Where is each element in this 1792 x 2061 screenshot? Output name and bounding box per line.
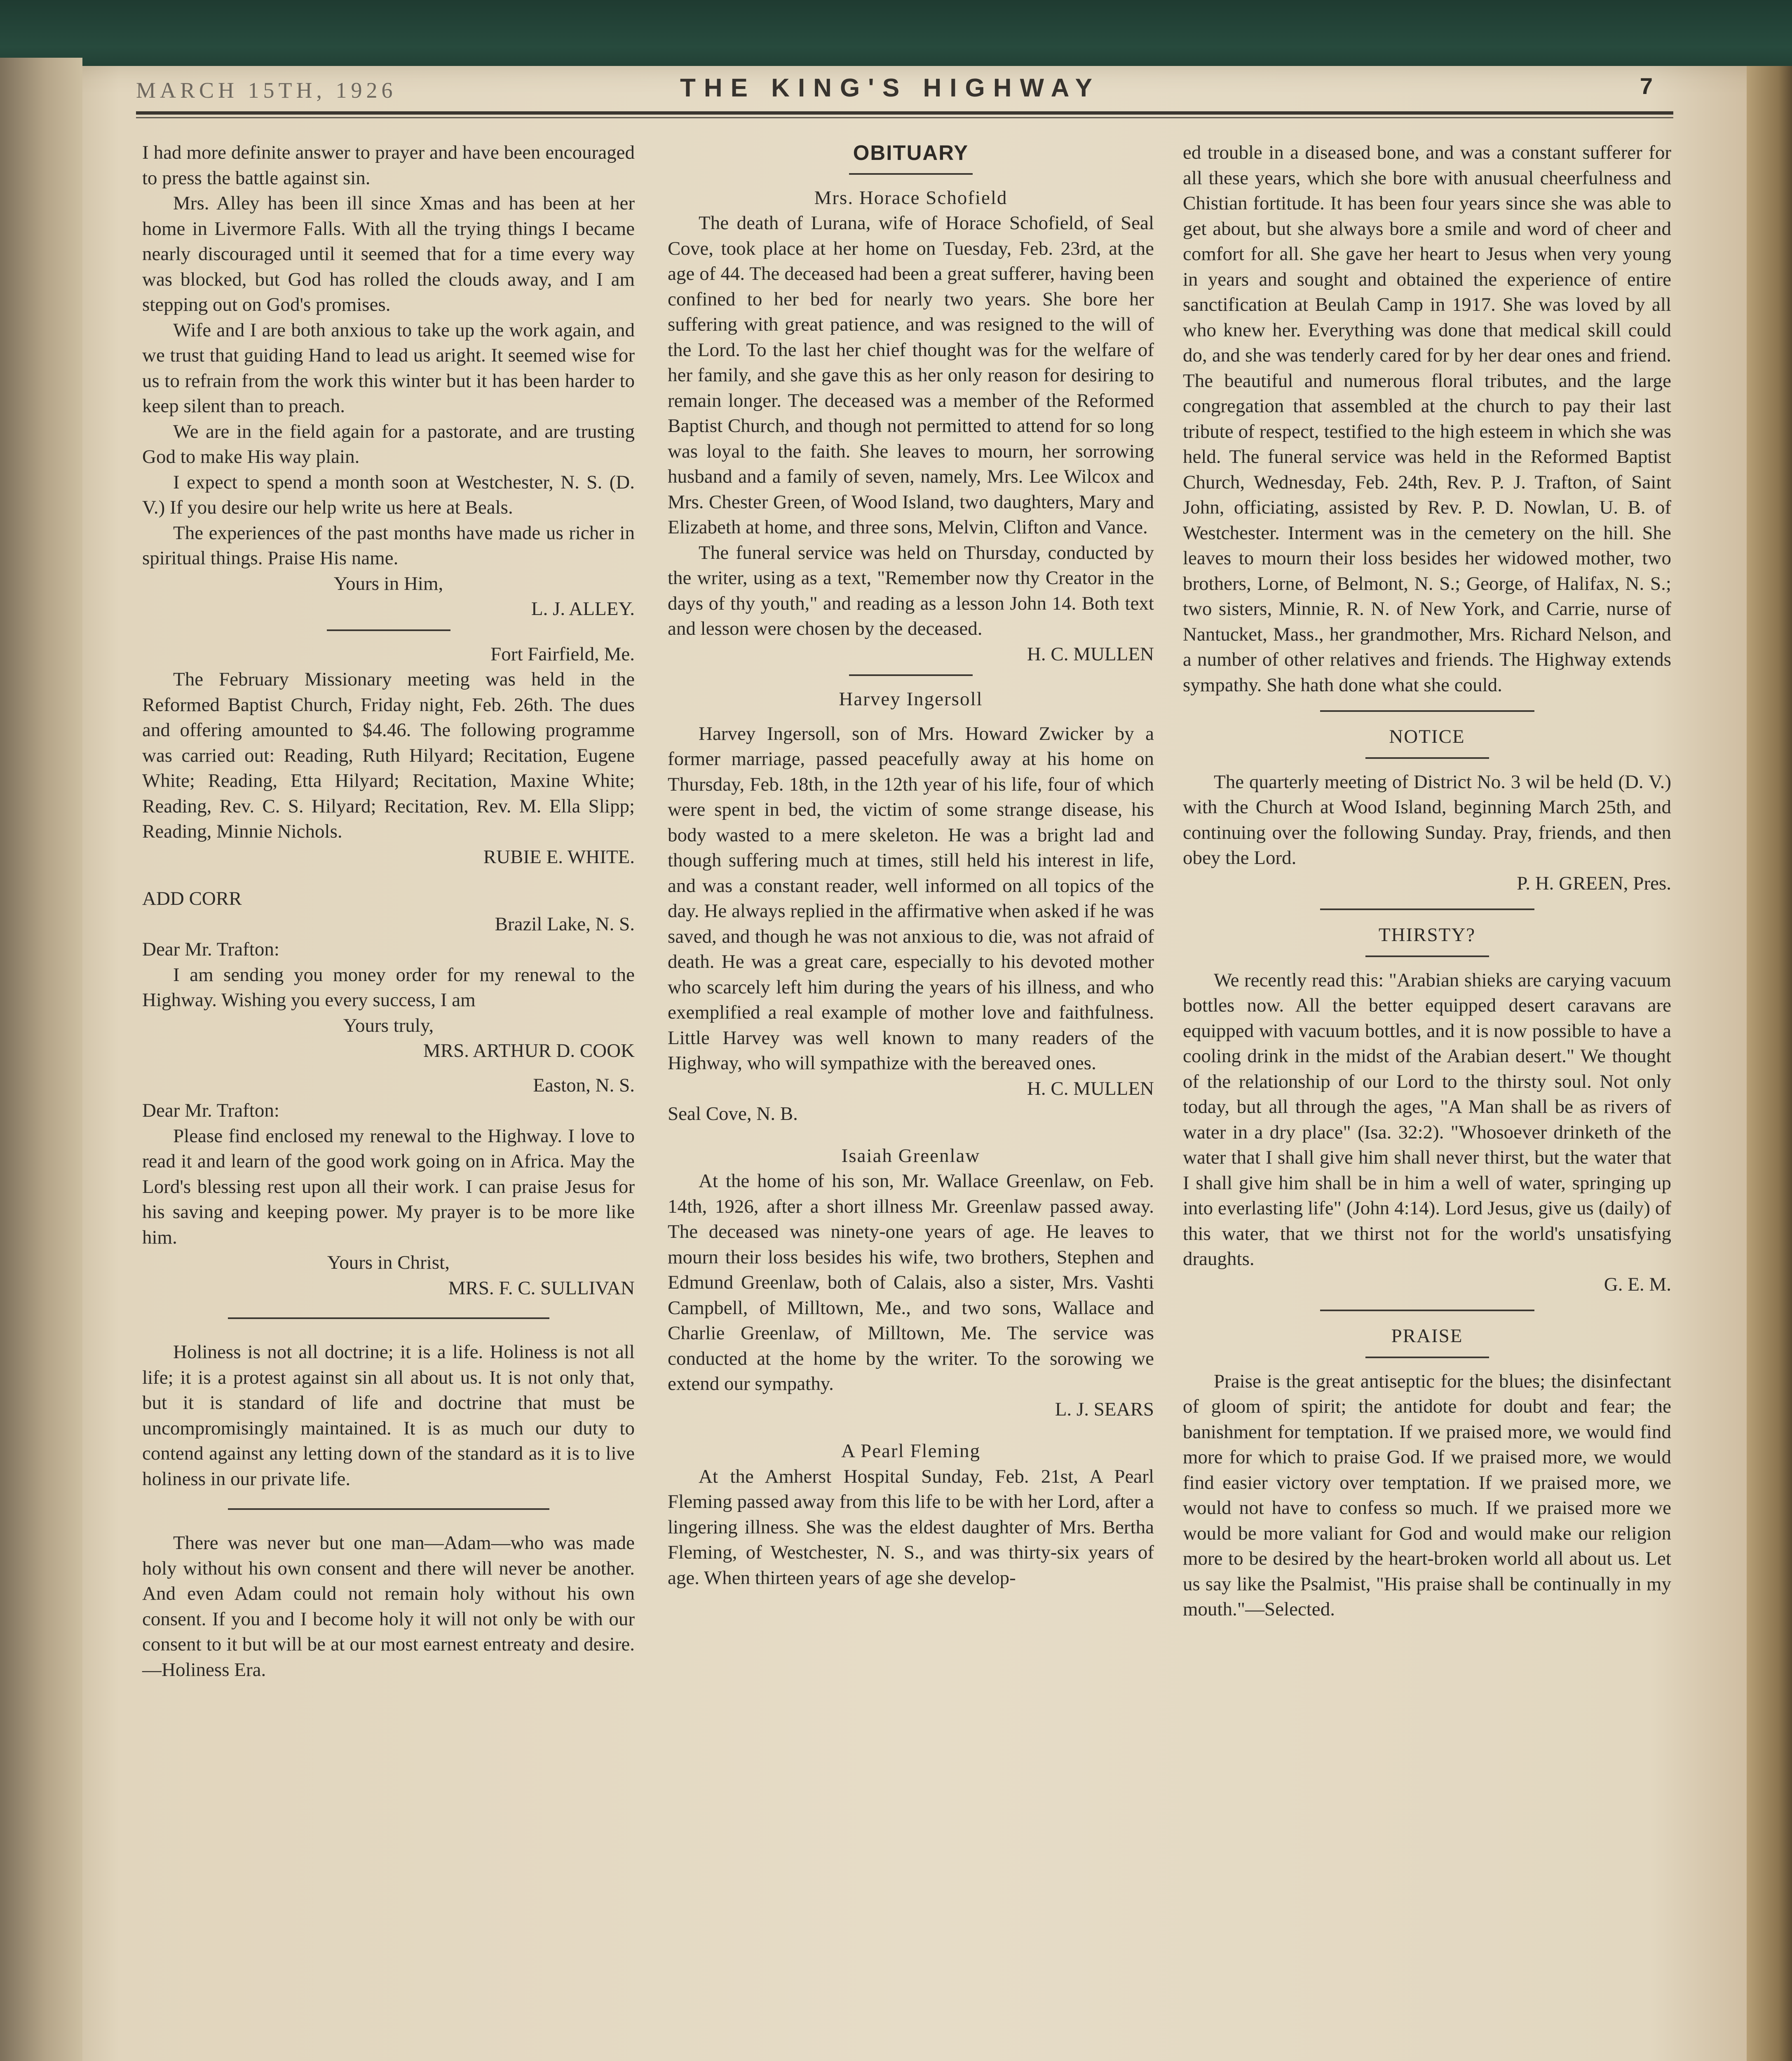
paragraph: I am sending you money order for my renewal to the Highway. Wishing you every success, I am [142,964,635,1011]
obituary-name: Harvey Ingersoll [839,688,983,710]
paragraph: Mrs. Alley has been ill since Xmas and has been at her home in Livermore Falls. With all the trying things I became nearly discouraged until it seemed that for a time every way was blocked, but God has rolled the clouds away, and I am stepping out on God's promises. [142,192,635,315]
paragraph: The death of Lurana, wife of Horace Schofield, of Seal Cove, took place at her home on Tuesday, Feb. 23rd, at the age of 44. The deceased had been a great sufferer, having been confined to her bed for nearly two years. She bore her suffering with great patience, and was resigned to the will of the Lord. To the last her chief thought was for the welfare of her family, and she gave this as her only reason for desiring to remain longer. The deceased was a member of the Reformed Baptist Church, and though not permitted to attend for so long was loyal to the faith. She leaves to mourn, her sorrowing husband and a family of seven, namely, Mrs. Lee Wilcox and Mrs. Chester Green, of Wood Island, two daughters, Mary and Elizabeth at home, and three sons, Melvin, Clifton and Vance. [668,212,1154,538]
paragraph: Holiness is not all doctrine; it is a life. Holiness is not all life; it is a protest against sin all about us. It is not only that, but it is standard of life and doctrine that must be uncompromisingly maintained. It is as much our duty to contend against any letting down of the standard as it is to live holiness in our private life. [142,1341,635,1490]
page-number: 7 [1640,73,1653,99]
divider [1320,710,1534,712]
divider [849,674,973,676]
letter-closing: Yours in Christ, [327,1252,450,1273]
paragraph: Praise is the great antiseptic for the blues; the disinfectant of gloom of spirit; the antidote for doubt and fear; the banishment for temptation. If we praised more, we would find more for which to praise God. If we praised more, we would find easier victory over temptation. If we praised more, we would not have to confess so much. If we praised more we would be more valiant for God and would make our religion more to be desired by the heart-broken world all about us. Let us say like the Psalmist, "His praise shall be continually in my mouth."—Selected. [1183,1370,1671,1620]
dateline: Brazil Lake, N. S. [495,913,635,935]
divider [228,1508,549,1510]
divider [1320,908,1534,910]
section-heading: THIRSTY? [1378,924,1476,946]
divider [1365,757,1489,759]
paragraph: At the Amherst Hospital Sunday, Feb. 21st, A Pearl Fleming passed away from this life to be with her Lord, after a lingering illness. She was the eldest daughter of Mrs. Bertha Fleming, of Westchester, N. S., and was thirty-six years of age. When thirteen years of age she develop- [668,1465,1154,1589]
paragraph: We recently read this: "Arabian shieks are carying vacuum bottles now. All the better equipped desert caravans are equipped with vacuum bottles, and it is now possible to have a cooling drink in the midst of the Arabian desert." We thought of the relationship of our Lord to the thirsty soul. Not only today, but all through the ages, "A Man shall be as rivers of water in a dry place" (Isa. 32:2). "Whosoever drinketh of the water that I shall give him shall never thirst, but the water that I shall give him shall be in him a well of water, springing up into everlasting life" (John 4:14). Lord Jesus, give us (daily) of this water, that we thirst not for the world's unsatisfying draughts. [1183,969,1671,1270]
divider [1365,955,1489,957]
paragraph: Please find enclosed my renewal to the Highway. I love to read it and learn of the good work going on in Africa. May the Lord's blessing rest upon all their work. I can praise Jesus for his saving and keeping power. My prayer is to be more like him. [142,1125,635,1248]
page-edge [1747,66,1792,2061]
dateline: Fort Fairfield, Me. [490,643,635,665]
obituary-name: Mrs. Horace Schofield [814,187,1008,209]
signature: MRS. F. C. SULLIVAN [448,1277,635,1299]
signature: H. C. MULLEN [1027,1077,1154,1099]
masthead-title: THE KING'S HIGHWAY [680,74,1101,102]
letter-closing: Yours truly, [343,1014,434,1036]
divider [849,173,973,175]
paragraph: The February Missionary meeting was held in the Reformed Baptist Church, Friday night, Feb. 26th. The dues and offering amounted to $4.46. The following programme was carried out: Reading, Ruth Hilyard; Recitation, Eugene White; Reading, Etta Hilyard; Recitation, Maxine White; Reading, Rev. C. S. Hilyard; Recitation, Rev. M. Ella Slipp; Reading, Minnie Nichols. [142,669,635,842]
paragraph: Wife and I are both anxious to take up the work again, and we trust that guiding Hand to lead us aright. It seemed wise for us to refrain from the work this winter but it has been harder to keep silent than to preach. [142,319,635,417]
signature: G. E. M. [1604,1273,1671,1295]
signature: RUBIE E. WHITE. [483,846,635,868]
spine-shadow [0,58,82,2061]
paragraph: The quarterly meeting of District No. 3 wil be held (D. V.) with the Church at Wood Island, beginning March 25th, and continuing over the following Sunday. Pray, friends, and then obey the Lord. [1183,771,1671,869]
dateline: Seal Cove, N. B. [668,1103,798,1124]
letter-closing: Yours in Him, [333,573,443,594]
divider [327,629,450,631]
header-date: MARCH 15TH, 1926 [136,78,397,103]
paragraph: We are in the field again for a pastorate, and are trusting God to make His way plain. [142,420,635,467]
header-rule-thin [136,117,1673,118]
obituary-name: Isaiah Greenlaw [841,1145,980,1167]
signature: L. J. SEARS [1055,1398,1154,1420]
obituary-name: A Pearl Fleming [841,1440,981,1462]
salutation: Dear Mr. Trafton: [142,1100,279,1121]
signature: L. J. ALLEY. [531,598,635,620]
divider [228,1317,549,1319]
signature: H. C. MULLEN [1027,643,1154,665]
section-heading: PRAISE [1391,1325,1463,1347]
column-right [1183,140,1671,1622]
signature: P. H. GREEN, Pres. [1517,872,1671,894]
paragraph: There was never but one man—Adam—who was made holy without his own consent and there will never be another. And even Adam could not remain holy without his own consent. If you and I become holy it will not only be with our consent to it but will be at our most earnest entreaty and desire.—Holiness Era. [142,1532,635,1681]
divider [1320,1310,1534,1311]
section-heading: OBITUARY [853,141,969,164]
column-middle [668,140,1154,1591]
paragraph: At the home of his son, Mr. Wallace Greenlaw, on Feb. 14th, 1926, after a short illness Mr. Greenlaw passed away. The deceased was ninety-one years of age. He leaves to mourn their loss besides his wife, two brothers, Stephen and Edmund Greenlaw, both of Calais, also a sister, Mrs. Vashti Campbell, of Milltown, Me., and two sons, Wallace and Charlie Greenlaw, of Milltown, Me. The service was conducted at the home by the writer. To the sorowing we extend our sympathy. [668,1170,1154,1394]
paragraph: Harvey Ingersoll, son of Mrs. Howard Zwicker by a former marriage, passed peacefully away at his home on Thursday, Feb. 18th, in the 12th year of his life, four of which were spent in bed, the victim of some strange disease, his body wasted to a mere skeleton. He was a bright lad and though suffering much at times, still held his interest in life, and was a constant reader, well informed on all topics of the day. He always replied in the affirmative when asked if he was saved, and though he was not anxious to die, was not afraid of death. He was a great care, especially to his devoted mother who scarcely left him during the years of his illness, and who exemplified a real example of mother love and faithfulness. Little Harvey was well known to many readers of the Highway, who will sympathize with the bereaved ones. [668,723,1154,1074]
divider [1365,1357,1489,1358]
paragraph: I expect to spend a month soon at Westchester, N. S. (D. V.) If you desire our help write us here at Beals. [142,471,635,518]
paragraph: The experiences of the past months have made us richer in spiritual things. Praise His name. [142,522,635,569]
paragraph: The funeral service was held on Thursday, conducted by the writer, using as a text, "Remember now thy Creator in the days of thy youth," and reading as a lesson John 14. Both text and lesson were chosen by the deceased. [668,542,1154,639]
signature: MRS. ARTHUR D. COOK [423,1040,635,1061]
dateline: Easton, N. S. [533,1074,635,1096]
paragraph: I had more definite answer to prayer and have been encouraged to press the battle against sin. [142,142,635,189]
section-label: ADD CORR [142,888,242,909]
column-left [142,140,635,1683]
salutation: Dear Mr. Trafton: [142,939,279,960]
header-rule [136,111,1673,115]
paragraph: ed trouble in a diseased bone, and was a constant sufferer for all these years, which she bore with anusual cheerfulness and Chistian fortitude. It has been four years since she was able to get about, but she always bore a smile and word of cheer and comfort for all. She gave her heart to Jesus when very young in years and sought and obtained the experience of entire sanctification at Beulah Camp in 1917. She was loved by all who knew her. Everything was done that medical skill could do, and she was tenderly cared for by her dear ones and friend. The beautiful and numerous floral tributes, and the large congregation that assembled at the church to pay their last tribute of respect, testified to the high esteem in which she was held. The funeral service was held in the Reformed Baptist Church, Wednesday, Feb. 24th, Rev. P. J. Trafton, of Saint John, officiating, assisted by Rev. P. D. Nowlan, U. B. of Westchester. Interment was in the cemetery on the hill. She leaves to mourn their loss besides her widowed mother, two brothers, Lorne, of Belmont, N. S.; George, of Halifax, N. S.; two sisters, Minnie, R. N. of New York, and Carrie, nurse of Nantucket, Mass., her grandmother, Mrs. Richard Nelson, and a number of other relatives and friends. The Highway extends sympathy. She hath done what she could. [1183,142,1671,696]
section-heading: NOTICE [1389,726,1465,747]
